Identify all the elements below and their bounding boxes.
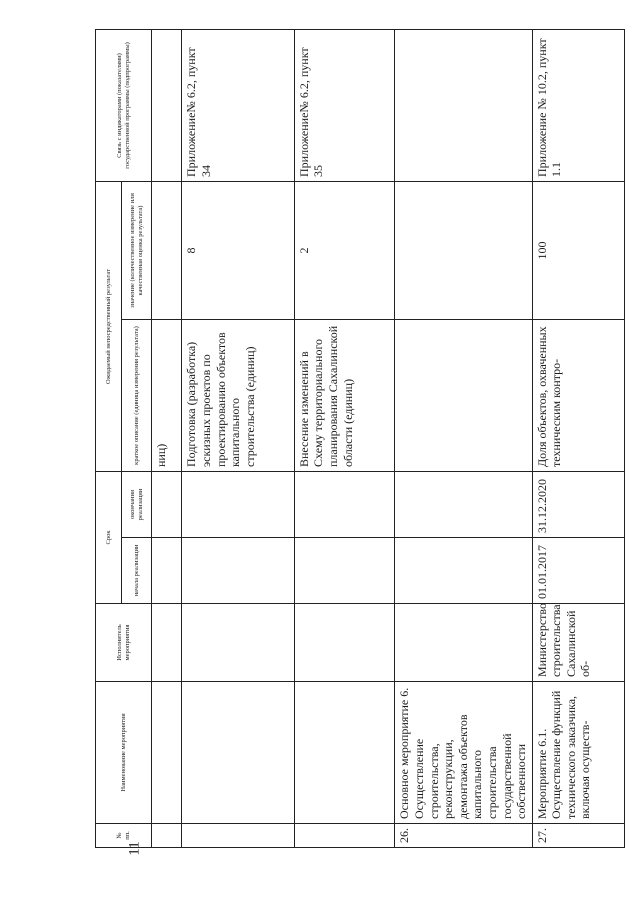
cell-start: 01.01.2017 [532, 538, 624, 604]
cell-end [395, 472, 532, 538]
cell-desc: Внесение изменений в Схему территориального планирования Сахалинской области (единиц) [294, 320, 394, 472]
header-result: Ожидаемый непосредственный результат [96, 182, 122, 472]
cell-link: Приложение№ 6.2, пункт 34 [182, 30, 295, 182]
cell-executor [152, 604, 182, 682]
cell-start [152, 538, 182, 604]
cell-link [395, 30, 532, 182]
cell-end [152, 472, 182, 538]
cell-num [182, 824, 295, 848]
cell-start [182, 538, 295, 604]
cell-desc: Доля объектов, охваченных техническим контро- [532, 320, 624, 472]
table-row [532, 30, 624, 848]
cell-value [152, 182, 182, 320]
cell-num: 27. [532, 824, 624, 848]
cell-end [294, 472, 394, 538]
cell-name [152, 682, 182, 824]
header-name: Наименование мероприятия [96, 682, 152, 824]
cell-end: 31.12.2020 [532, 472, 624, 538]
cell-value: 2 [294, 182, 394, 320]
cell-link: Приложение№ 6.2, пункт 35 [294, 30, 394, 182]
cell-value: 8 [182, 182, 295, 320]
header-term-start: начала реализации [122, 538, 152, 604]
header-term: Срок [96, 472, 122, 604]
cell-executor [294, 604, 394, 682]
rotated-table-sheet [95, 30, 625, 848]
measures-table [95, 29, 625, 848]
page-number: 11 [126, 841, 143, 856]
cell-executor [395, 604, 532, 682]
cell-start [294, 538, 394, 604]
cell-link [152, 30, 182, 182]
cell-num [152, 824, 182, 848]
table-row [182, 30, 295, 848]
cell-name [182, 682, 295, 824]
header-link: Связь с индикаторами (показателями) государственной программы (подпрограммы) [96, 30, 152, 182]
cell-desc [395, 320, 532, 472]
cell-end [182, 472, 295, 538]
header-row-1 [96, 30, 122, 848]
header-num: № пп. [96, 824, 152, 848]
cell-num: 26. [395, 824, 532, 848]
header-result-desc: краткое описание (единица измерения результата) [122, 320, 152, 472]
cell-name [294, 682, 394, 824]
cell-value [395, 182, 532, 320]
cell-desc: ниц) [152, 320, 182, 472]
cell-start [395, 538, 532, 604]
header-term-end: окончания реализации [122, 472, 152, 538]
cell-executor [182, 604, 295, 682]
cell-desc: Подготовка (разработка) эскизных проектов по проектированию объектов капитального строительства (единиц) [182, 320, 295, 472]
cell-value: 100 [532, 182, 624, 320]
cell-name: Мероприятие 6.1. Осуществление функций технического заказчика, включая осуществ- [532, 682, 624, 824]
table-row [395, 30, 532, 848]
header-executor: Исполнитель мероприятия [96, 604, 152, 682]
cell-link: Приложение № 10.2, пункт 1.1 [532, 30, 624, 182]
cell-executor: Министерство строительства Сахалинской об- [532, 604, 624, 682]
cell-name: Основное мероприятие 6. Осуществление строительства, реконструкции, демонтажа объектов капитального строительства государственной собственности [395, 682, 532, 824]
table-row [294, 30, 394, 848]
cell-num [294, 824, 394, 848]
header-result-value: значение (количественное измерение или качественная оценка результата) [122, 182, 152, 320]
table-row [152, 30, 182, 848]
